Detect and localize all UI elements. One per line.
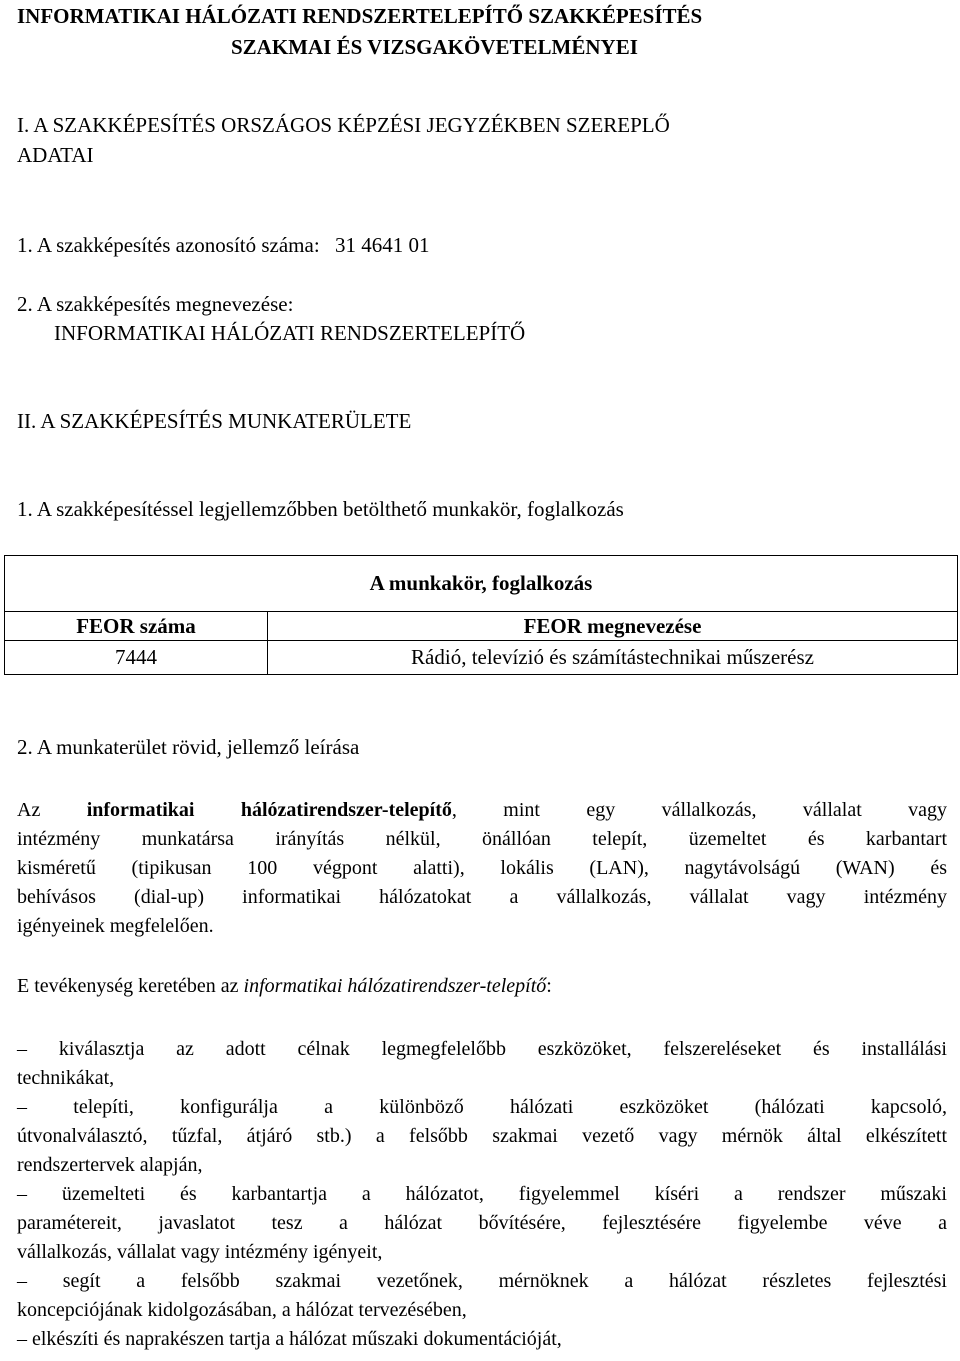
list-item-continuation: vállalkozás, vállalat vagy intézmény igényeit, [17,1241,383,1263]
description-paragraph [17,796,947,941]
paragraph-line: intézmény munkatársa irányítás nélkül, önállóan telepít, üzemeltet és karbantart [17,828,947,850]
activity-intro-text: E tevékenység keretében az [17,975,244,997]
feor-header-number: FEOR száma [5,612,268,641]
paragraph-line [17,796,947,825]
item-identifier-value: 31 4641 01 [334,233,430,257]
activity-intro-colon: : [546,975,552,997]
section-heading-1-line-2: ADATAI [17,143,94,167]
table-row [5,641,958,675]
job-title-bold: informatikai hálózatirendszer-telepítő [86,799,452,821]
list-item-continuation: paramétereit, javaslatot tesz a hálózat bővítésére, fejlesztésére figyelembe véve a [17,1212,947,1234]
item-name-value: INFORMATIKAI HÁLÓZATI RENDSZERTELEPÍTŐ [54,321,526,345]
list-item: – segít a felsőbb szakmai vezetőnek, mérnöknek a hálózat részletes fejlesztési [17,1270,947,1292]
paragraph-line: igényeinek megfelelően. [17,915,214,937]
list-item-continuation: rendszertervek alapján, [17,1154,203,1176]
list-item: – kiválasztja az adott célnak legmegfelelőbb eszközöket, felszereléseket és installálási [17,1038,947,1060]
feor-table-caption: A munkakör, foglalkozás [5,556,958,612]
document-title-line-2: SZAKMAI ÉS VIZSGAKÖVETELMÉNYEI [231,35,638,59]
subsection-heading-1: 1. A szakképesítéssel legjellemzőbben betölthető munkakör, foglalkozás [17,497,624,521]
document-title-line-1: INFORMATIKAI HÁLÓZATI RENDSZERTELEPÍTŐ SZAKKÉPESÍTÉS [17,4,703,28]
job-title-italic: informatikai hálózatirendszer-telepítő [243,975,547,997]
feor-table [4,555,958,675]
item-identifier-label: 1. A szakképesítés azonosító száma: [17,233,320,257]
list-item: – telepíti, konfigurálja a különböző hálózati eszközöket (hálózati kapcsoló, [17,1096,947,1118]
list-item: – elkészíti és naprakészen tartja a hálózat műszaki dokumentációját, [17,1328,562,1350]
paragraph-text: , mint egy vállalkozás, vállalat vagy [451,799,948,821]
list-item-continuation: koncepciójának kidolgozásában, a hálózat tervezésében, [17,1299,467,1321]
list-item-continuation: útvonalválasztó, tűzfal, átjáró stb.) a felsőbb szakmai vezető vagy mérnök által elkészített [17,1125,947,1147]
list-item-continuation: technikákat, [17,1067,115,1089]
section-heading-2: II. A SZAKKÉPESÍTÉS MUNKATERÜLETE [17,409,412,433]
item-name-label: 2. A szakképesítés megnevezése: [17,292,294,316]
item-identifier [17,233,429,258]
feor-name-cell: Rádió, televízió és számítástechnikai műszerész [268,641,958,675]
paragraph-text: Az [17,799,87,821]
paragraph-line: kisméretű (tipikusan 100 végpont alatti), lokális (LAN), nagytávolságú (WAN) és [17,857,947,879]
subsection-heading-2: 2. A munkaterület rövid, jellemző leírása [17,735,360,759]
paragraph-line: behívásos (dial-up) informatikai hálózatokat a vállalkozás, vállalat vagy intézmény [17,886,947,908]
activity-list [17,1035,947,1354]
feor-header-name: FEOR megnevezése [268,612,958,641]
feor-number-cell: 7444 [5,641,268,675]
activity-intro [17,975,552,998]
section-heading-1-line-1: I. A SZAKKÉPESÍTÉS ORSZÁGOS KÉPZÉSI JEGYZÉKBEN SZEREPLŐ [17,113,670,137]
list-item: – üzemelteti és karbantartja a hálózatot, figyelemmel kíséri a rendszer műszaki [17,1183,947,1205]
